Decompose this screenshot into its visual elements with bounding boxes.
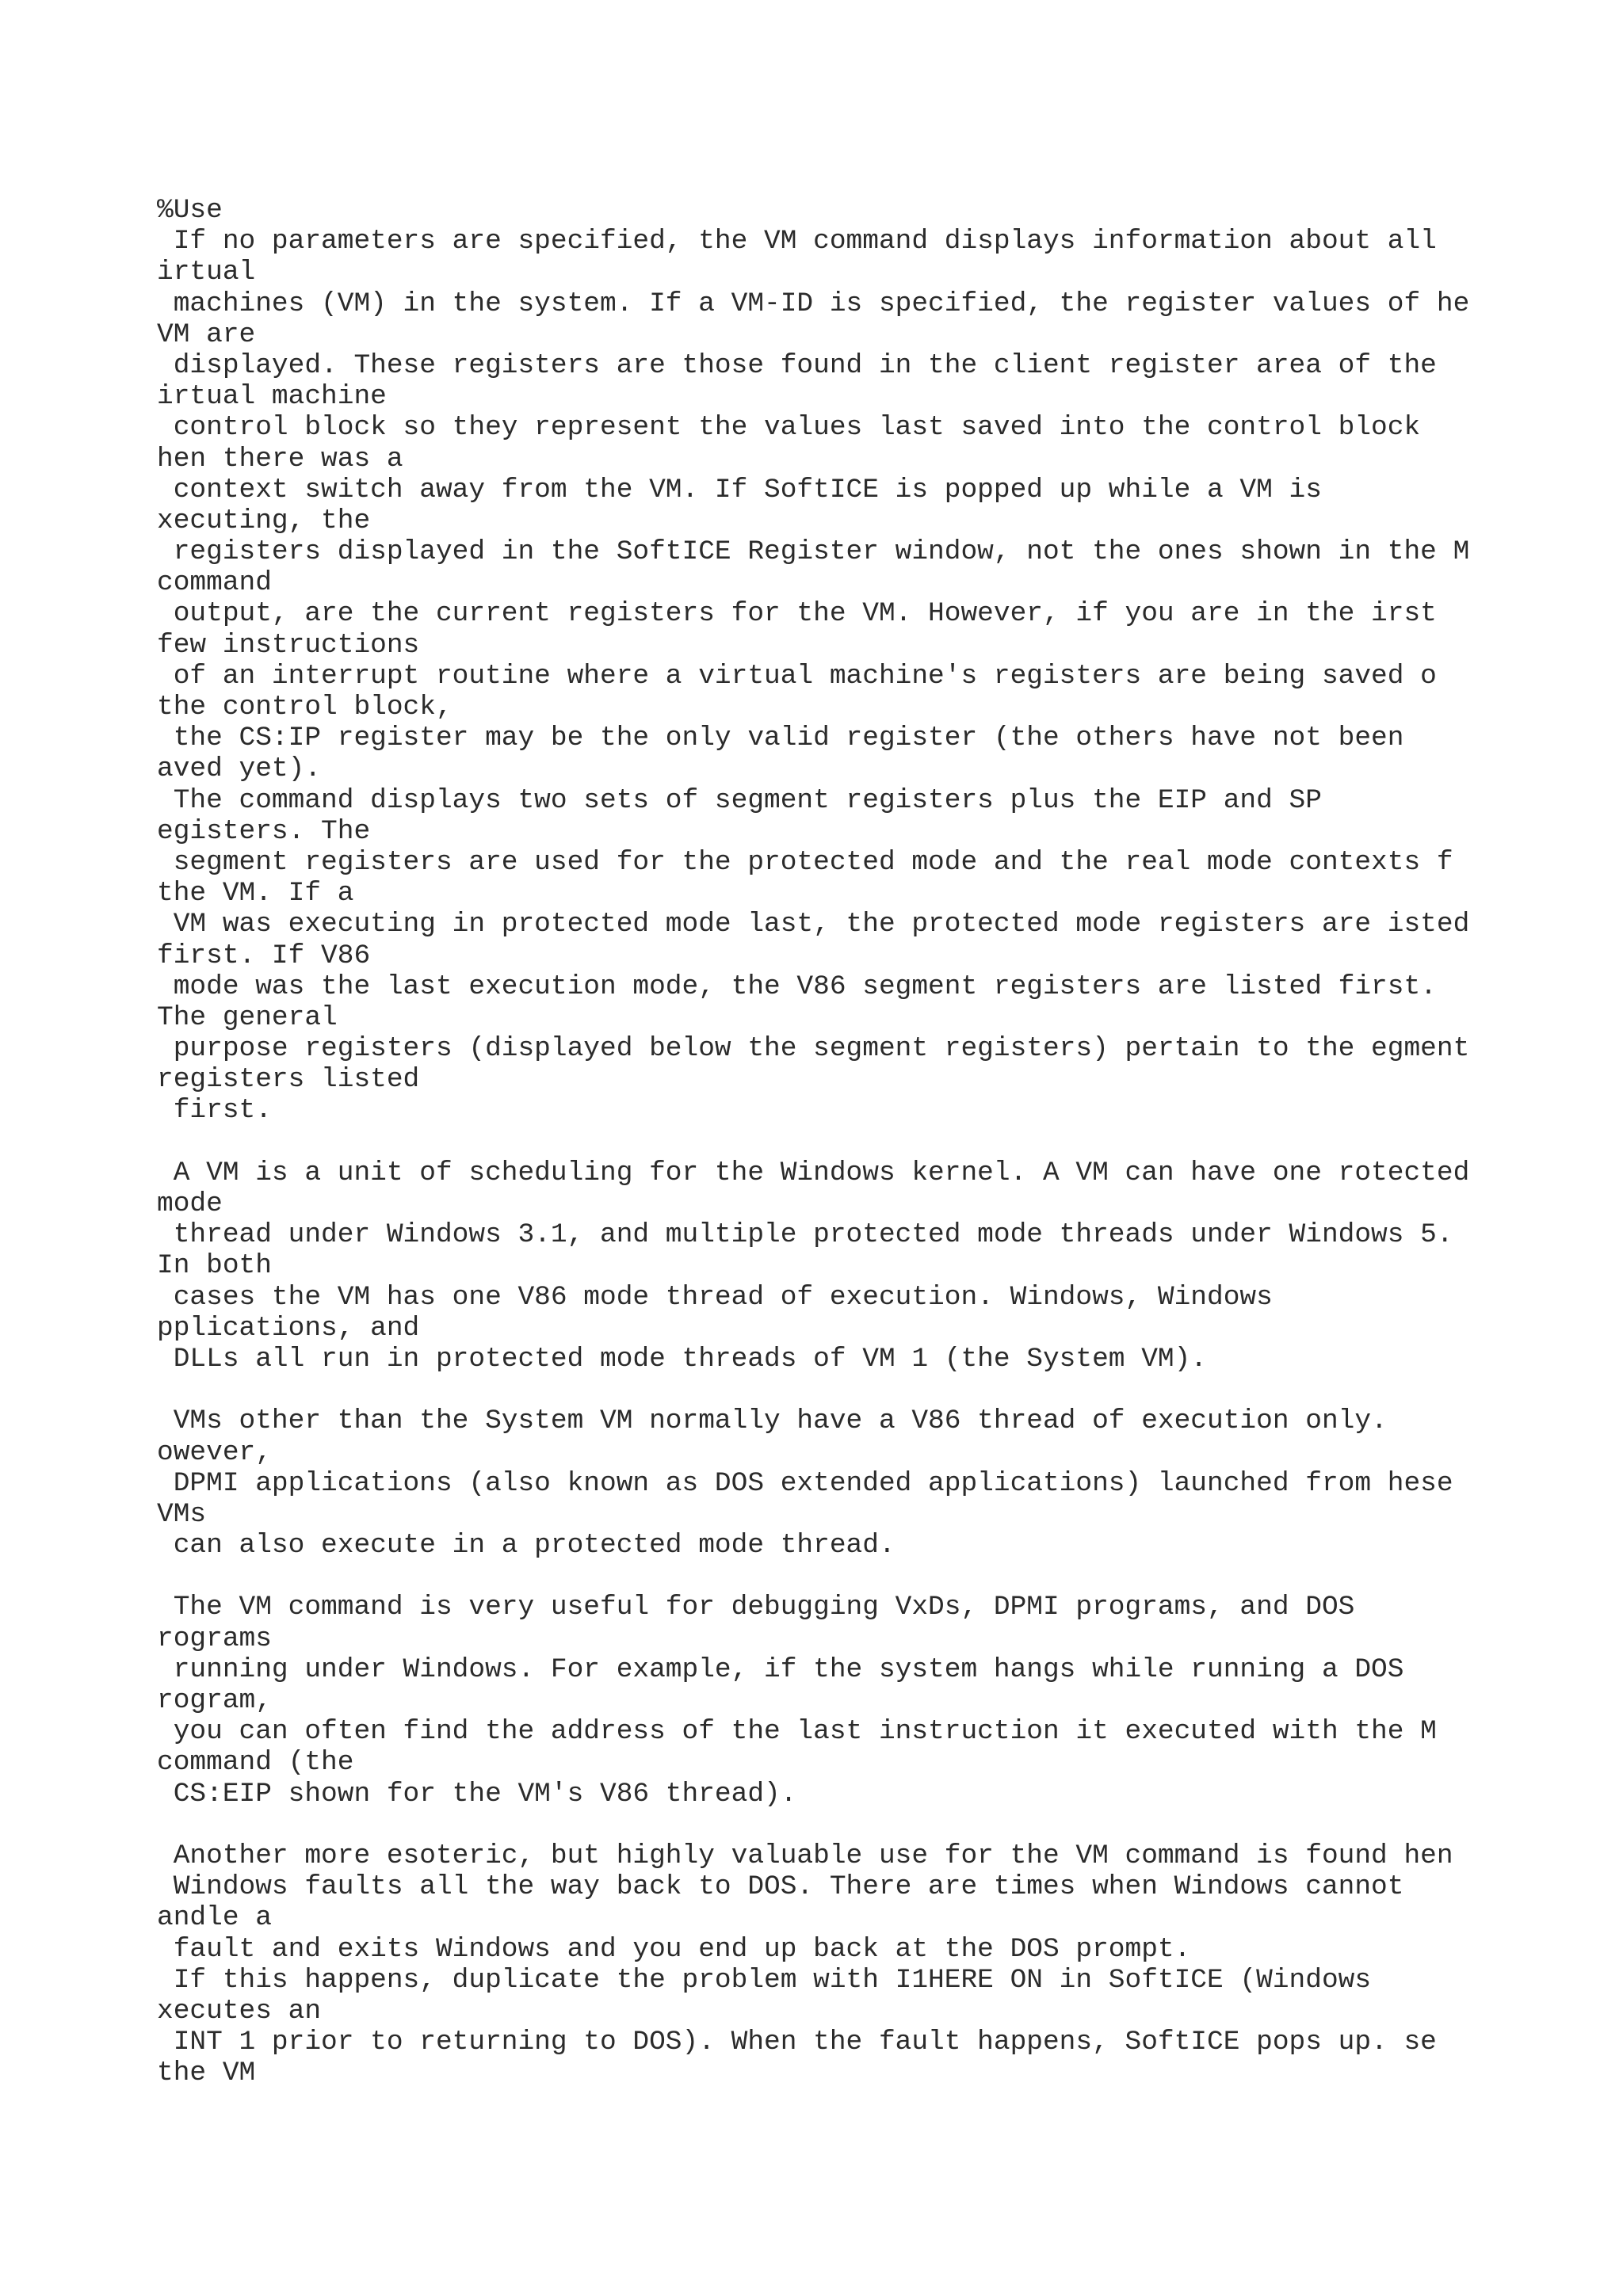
text-line: purpose registers (displayed below the segment registers) pertain to the egment — [157, 1033, 1470, 1065]
text-line: irtual — [157, 257, 256, 288]
text-line: fault and exits Windows and you end up back at the DOS prompt. — [157, 1933, 1191, 1965]
text-line: output, are the current registers for the VM. However, if you are in the irst — [157, 598, 1437, 630]
text-line: mode — [157, 1188, 223, 1219]
text-line: pplications, and — [157, 1312, 420, 1344]
text-line: In both — [157, 1250, 272, 1282]
document-text-body — [157, 195, 1504, 2088]
text-line: cases the VM has one V86 mode thread of execution. Windows, Windows — [157, 1281, 1273, 1313]
text-line: owever, — [157, 1436, 272, 1468]
text-line: first. — [157, 1095, 272, 1127]
text-line: context switch away from the VM. If SoftICE is popped up while a VM is — [157, 474, 1322, 505]
text-line: rogram, — [157, 1685, 272, 1716]
text-line: VMs other than the System VM normally have a V86 thread of execution only. — [157, 1405, 1388, 1437]
text-line: VM are — [157, 318, 256, 350]
text-line — [157, 1561, 1504, 1592]
document-page — [157, 195, 1504, 2088]
text-line: the VM. If a — [157, 878, 354, 910]
text-line: If this happens, duplicate the problem with I1HERE ON in SoftICE (Windows — [157, 1964, 1372, 1996]
text-line: A VM is a unit of scheduling for the Windows kernel. A VM can have one rotected — [157, 1157, 1470, 1188]
text-line: command (the — [157, 1747, 354, 1779]
text-line: xecuting, the — [157, 505, 371, 536]
text-line: first. If V86 — [157, 940, 371, 971]
text-line: hen there was a — [157, 443, 403, 475]
text-line — [157, 1810, 1504, 1840]
text-line: DLLs all run in protected mode threads of VM 1 (the System VM). — [157, 1343, 1208, 1375]
text-line: VM was executing in protected mode last, the protected mode registers are isted — [157, 909, 1470, 940]
text-line: command — [157, 567, 272, 599]
text-line: thread under Windows 3.1, and multiple protected mode threads under Windows 5. — [157, 1219, 1453, 1251]
text-line: the control block, — [157, 692, 453, 723]
text-line: Another more esoteric, but highly valuable use for the VM command is found hen — [157, 1840, 1453, 1871]
text-line: irtual machine — [157, 381, 387, 413]
text-line: control block so they represent the values last saved into the control block — [157, 412, 1421, 444]
text-line: aved yet). — [157, 753, 322, 785]
text-line: the CS:IP register may be the only valid register (the others have not been — [157, 723, 1404, 754]
text-line: andle a — [157, 1902, 272, 1934]
text-line — [157, 1127, 1504, 1158]
text-line: registers displayed in the SoftICE Register window, not the ones shown in the M — [157, 536, 1470, 568]
text-line: you can often find the address of the last instruction it executed with the M — [157, 1716, 1437, 1748]
text-line: The command displays two sets of segment registers plus the EIP and SP — [157, 784, 1322, 816]
text-line: mode was the last execution mode, the V86 segment registers are listed first. — [157, 971, 1437, 1002]
text-line: Windows faults all the way back to DOS. There are times when Windows cannot — [157, 1871, 1404, 1903]
text-line: few instructions — [157, 629, 420, 661]
text-line: segment registers are used for the protected mode and the real mode contexts f — [157, 846, 1453, 878]
text-line: INT 1 prior to returning to DOS). When the fault happens, SoftICE pops up. se — [157, 2027, 1437, 2058]
text-line: registers listed — [157, 1064, 420, 1096]
text-line: rograms — [157, 1623, 272, 1654]
text-line — [157, 1375, 1504, 1405]
text-line: machines (VM) in the system. If a VM-ID is specified, the register values of he — [157, 288, 1470, 319]
text-line: egisters. The — [157, 815, 371, 847]
text-line: displayed. These registers are those found in the client register area of the — [157, 349, 1437, 381]
text-line: running under Windows. For example, if the system hangs while running a DOS — [157, 1653, 1404, 1685]
text-line: DPMI applications (also known as DOS extended applications) launched from hese — [157, 1467, 1453, 1499]
text-line: If no parameters are specified, the VM command displays information about all — [157, 226, 1437, 257]
text-line: The general — [157, 1001, 338, 1033]
text-line: VMs — [157, 1498, 207, 1530]
text-line: The VM command is very useful for debugging VxDs, DPMI programs, and DOS — [157, 1592, 1355, 1623]
text-line: the VM — [157, 2058, 256, 2089]
text-line: can also execute in a protected mode thread. — [157, 1530, 896, 1562]
text-line: xecutes an — [157, 1995, 322, 2027]
text-line: of an interrupt routine where a virtual machine's registers are being saved o — [157, 660, 1437, 692]
text-line: %Use — [157, 195, 223, 226]
text-line: CS:EIP shown for the VM's V86 thread). — [157, 1778, 797, 1810]
